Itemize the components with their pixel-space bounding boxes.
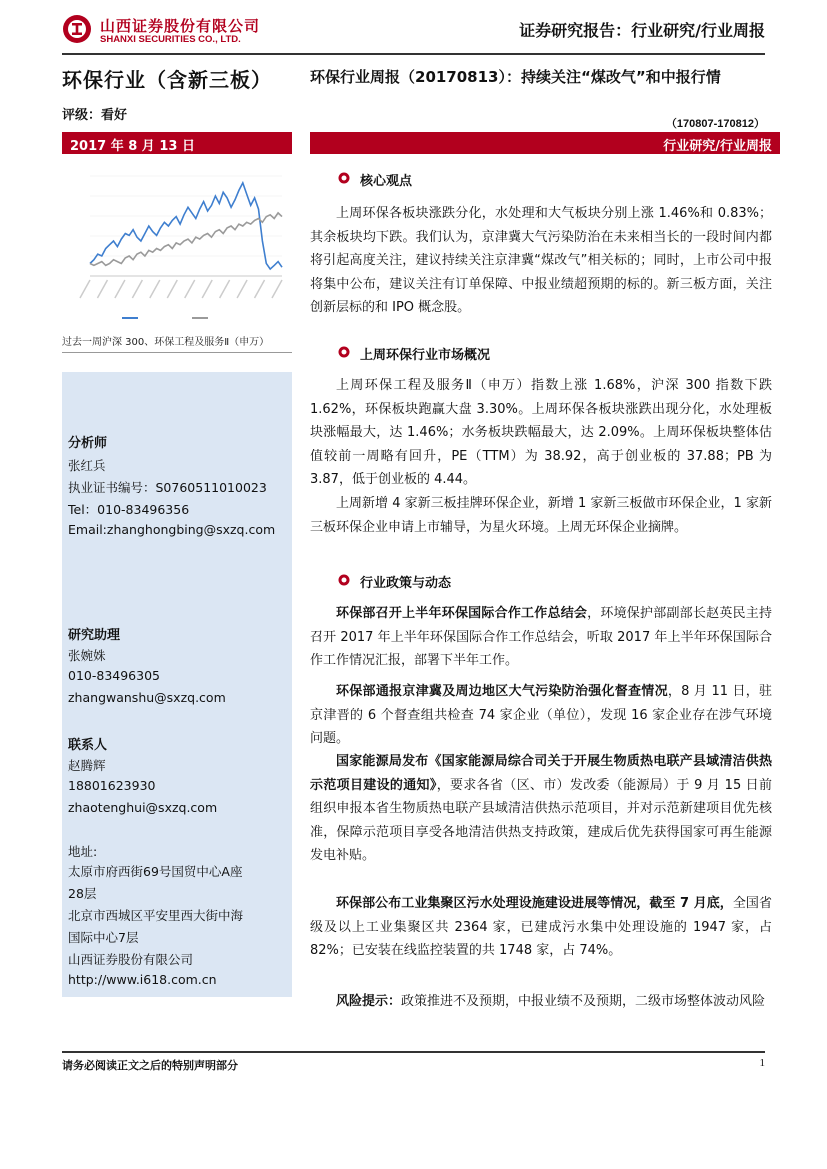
chart-x-tick — [132, 280, 142, 298]
contact-email[interactable]: zhaotenghui@sxzq.com — [68, 800, 218, 815]
company-name: 山西证券股份有限公司 — [68, 952, 194, 967]
company-name-cn: 山西证券股份有限公司 — [100, 17, 261, 35]
analyst-name: 张红兵 — [68, 458, 106, 473]
industry-title: 环保行业（含新三板） — [62, 68, 272, 92]
address-beijing-floor: 国际中心7层 — [68, 930, 139, 945]
report-title: 环保行业周报（20170813）：持续关注“煤改气”和中报行情 — [310, 68, 721, 86]
report-date: 2017 年 8 月 13 日 — [70, 139, 195, 154]
chart-x-tick — [115, 280, 125, 298]
company-logo-icon — [62, 14, 92, 44]
policy-item-2 — [310, 680, 772, 751]
page-number: 1 — [759, 1057, 765, 1069]
core-paragraph: 上周环保各板块涨跌分化，水处理和大气板块分别上涨 1.46%和 0.83%；其余板块均下跌。我们认为，京津冀大气污染防治在未来相当长的一段时间内都将引起高度关注，建议持续关注京津冀“煤改气”相关标的；同时，上市公司中报将集中公布，建议关注有订单保障、中报业绩超预期的标的。新三板方面，关注创新层标的和 IPO 概念股。 — [310, 206, 772, 315]
chart-series-line-2 — [90, 213, 282, 266]
chart-x-tick — [150, 280, 160, 298]
policy-item-3 — [310, 750, 772, 868]
section-bullet-icon — [338, 574, 350, 586]
assistant-tel: 010-83496305 — [68, 668, 160, 683]
analyst-heading: 分析师 — [68, 436, 108, 451]
chart-x-tick — [220, 280, 230, 298]
policy-item-4 — [310, 892, 772, 963]
report-period: （170807-170812） — [665, 118, 765, 130]
policy-item-2-body: ，8 月 11 日，驻京津晋的 6 个督查组共检查 74 家企业（单位），发现 16 家企业存在涉气环境问题。 — [310, 684, 772, 746]
address-taiyuan-floor: 28层 — [68, 886, 97, 901]
rating: 评级：看好 — [62, 108, 128, 123]
risk-warning — [310, 990, 772, 1014]
chart-divider — [62, 352, 292, 353]
chart-x-tick — [97, 280, 107, 298]
footer-notice: 请务必阅读正文之后的特别声明部分 — [62, 1059, 238, 1072]
policy-item-1 — [310, 602, 772, 673]
chart-x-tick — [80, 280, 90, 298]
company-logo — [62, 14, 272, 48]
analyst-tel: Tel：010-83496356 — [68, 502, 190, 517]
address-taiyuan: 太原市府西街69号国贸中心A座 — [68, 864, 243, 879]
section-title-market: 上周环保行业市场概况 — [360, 348, 491, 363]
footer-divider — [62, 1051, 765, 1053]
assistant-heading: 研究助理 — [68, 628, 121, 643]
assistant-email[interactable]: zhangwanshu@sxzq.com — [68, 690, 226, 705]
policy-item-4-body: 全国省级及以上工业集聚区共 2364 家，已建成污水集中处理设施的 1947 家，占 82%；已安装在线监控装置的共 1748 家，占 74%。 — [310, 896, 772, 958]
analyst-email[interactable]: Email:zhanghongbing@sxzq.com — [68, 522, 276, 537]
analyst-cert: 执业证书编号：S0760511010023 — [68, 480, 267, 495]
contact-name: 赵腾辉 — [68, 758, 106, 773]
contact-tel: 18801623930 — [68, 778, 156, 793]
company-website[interactable]: http://www.i618.com.cn — [68, 972, 217, 987]
report-category: 行业研究/行业周报 — [663, 139, 772, 154]
index-chart — [62, 166, 292, 326]
section-title-core: 核心观点 — [360, 174, 413, 189]
risk-warning-body: 政策推进不及预期，中报业绩不及预期，二级市场整体波动风险 — [401, 994, 766, 1009]
assistant-name: 张婉姝 — [68, 648, 106, 663]
market-paragraph-2: 上周新增 4 家新三板挂牌环保企业，新增 1 家新三板做市环保企业，1 家新三板环保企业申请上市辅导，为星火环境。上周无环保企业摘牌。 — [310, 496, 772, 535]
policy-item-3-headline: 国家能源局发布《国家能源局综合司关于开展生物质热电联产县域清洁供热示范项目建设的通知》 — [310, 754, 772, 793]
header-divider — [62, 53, 765, 55]
category-bar — [310, 132, 780, 154]
chart-x-tick — [237, 280, 247, 298]
section-bullet-icon — [338, 346, 350, 358]
report-type: 证券研究报告：行业研究/行业周报 — [519, 21, 765, 40]
date-bar — [62, 132, 292, 154]
market-paragraph-1: 上周环保工程及服务Ⅱ（申万）指数上涨 1.68%，沪深 300 指数下跌 1.62%，环保板块跑赢大盘 3.30%。上周环保各板块涨跌出现分化，水处理板块涨幅最大，达 1.46%；水务板块跌幅最大，达 2.09%。上周环保板块整体估值较前一周略有回升，PE（TTM）为 38.92，高于创业板的 37.88；PB 为 3.87，低于创业板的 4.44。 — [310, 378, 772, 487]
policy-item-3-body: ，要求各省（区、市）发改委（能源局）于 9 月 15 日前组织申报本省生物质热电联产县域清洁供热示范项目，并对示范新建项目优先核准，保障示范项目享受各地清洁供热支持政策，建成后优先获得国家可再生能源发电补贴。 — [310, 777, 772, 863]
contact-heading: 联系人 — [68, 738, 108, 753]
risk-warning-label: 风险提示： — [336, 994, 402, 1009]
address-label: 地址: — [68, 844, 98, 859]
index-chart-svg — [62, 166, 292, 326]
policy-item-2-headline: 环保部通报京津冀及周边地区大气污染防治强化督查情况 — [336, 684, 668, 699]
policy-item-1-body: ，环境保护部副部长赵英民主持召开 2017 年上半年环保国际合作工作总结会，听取 2017 年上半年环保国际合作工作情况汇报，部署下半年工作。 — [310, 606, 772, 668]
chart-x-tick — [202, 280, 212, 298]
chart-x-tick — [185, 280, 195, 298]
address-beijing: 北京市西城区平安里西大街中海 — [68, 908, 244, 923]
contact-sidebar — [62, 372, 292, 997]
chart-x-tick — [167, 280, 177, 298]
section-bullet-icon — [338, 172, 350, 184]
section-title-policy: 行业政策与动态 — [360, 576, 452, 591]
chart-x-tick — [272, 280, 282, 298]
company-name-en: SHANXI SECURITIES CO., LTD. — [100, 34, 241, 45]
policy-item-4-headline: 环保部公布工业集聚区污水处理设施建设进展等情况，截至 7 月底， — [336, 896, 733, 911]
chart-x-tick — [255, 280, 265, 298]
policy-item-1-headline: 环保部召开上半年环保国际合作工作总结会 — [336, 606, 588, 621]
chart-caption: 过去一周沪深 300、环保工程及服务Ⅱ（申万） — [62, 337, 270, 348]
